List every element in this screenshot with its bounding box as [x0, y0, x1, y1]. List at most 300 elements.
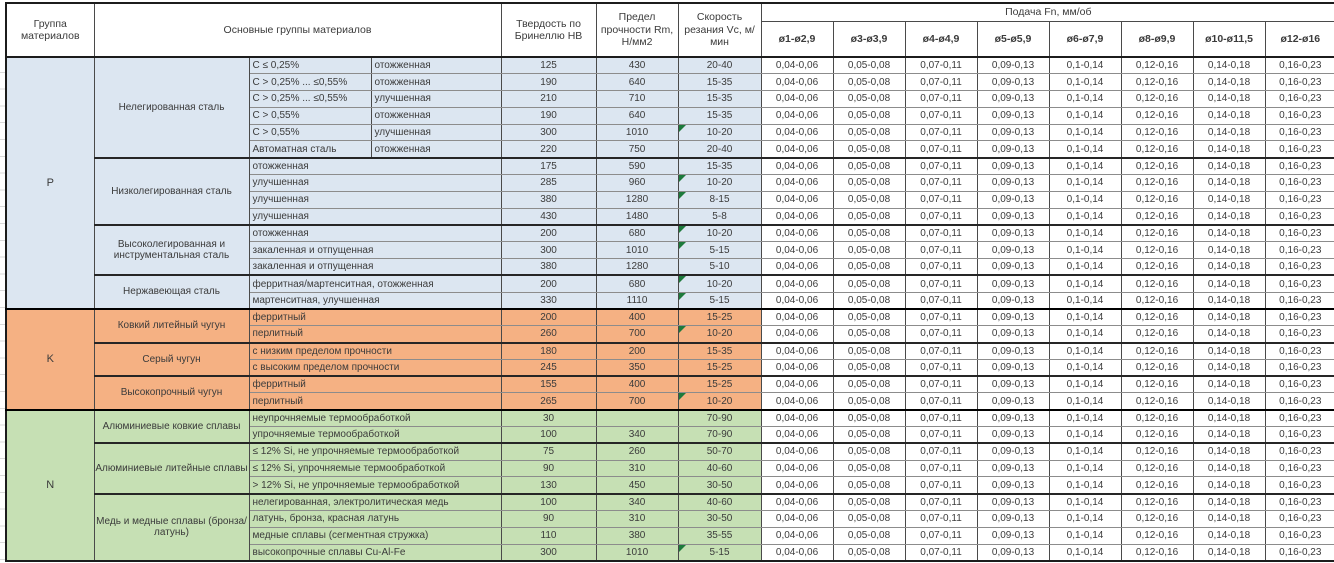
hardness-hb-value: 380 [501, 191, 596, 208]
feed-value: 0,09-0,13 [977, 326, 1049, 343]
material-desc: > 12% Si, не упрочняемые термообработкой [249, 477, 501, 494]
feed-value: 0,12-0,16 [1121, 309, 1193, 326]
strength-rm-value: 400 [596, 309, 678, 326]
feed-value: 0,14-0,18 [1193, 57, 1265, 74]
feed-value: 0,1-0,14 [1049, 343, 1121, 360]
feed-value: 0,1-0,14 [1049, 527, 1121, 544]
feed-value: 0,05-0,08 [833, 460, 905, 477]
feed-value: 0,1-0,14 [1049, 74, 1121, 91]
feed-value: 0,16-0,23 [1265, 494, 1334, 511]
hardness-hb-value: 285 [501, 175, 596, 192]
cutting-speed-vc-value: 15-35 [678, 74, 761, 91]
feed-value: 0,09-0,13 [977, 511, 1049, 528]
feed-value: 0,04-0,06 [761, 460, 833, 477]
feed-value: 0,16-0,23 [1265, 91, 1334, 108]
feed-value: 0,14-0,18 [1193, 460, 1265, 477]
feed-value: 0,16-0,23 [1265, 259, 1334, 276]
feed-value: 0,14-0,18 [1193, 74, 1265, 91]
feed-value: 0,12-0,16 [1121, 191, 1193, 208]
hardness-hb-value: 200 [501, 225, 596, 242]
feed-value: 0,16-0,23 [1265, 443, 1334, 460]
hardness-hb-value: 300 [501, 124, 596, 141]
strength-rm-value: 1280 [596, 191, 678, 208]
subgroup-name: Низколегированная сталь [94, 158, 249, 225]
strength-rm-value: 400 [596, 376, 678, 393]
feed-value: 0,07-0,11 [905, 494, 977, 511]
header-strength: Предел прочности Rm, Н/мм2 [596, 3, 678, 57]
feed-value: 0,12-0,16 [1121, 326, 1193, 343]
feed-value: 0,1-0,14 [1049, 91, 1121, 108]
feed-value: 0,12-0,16 [1121, 242, 1193, 259]
feed-value: 0,04-0,06 [761, 275, 833, 292]
feed-value: 0,12-0,16 [1121, 225, 1193, 242]
material-state: отожженная [371, 57, 501, 74]
feed-value: 0,09-0,13 [977, 208, 1049, 225]
feed-value: 0,07-0,11 [905, 141, 977, 158]
strength-rm-value: 380 [596, 527, 678, 544]
feed-value: 0,05-0,08 [833, 141, 905, 158]
hardness-hb-value: 245 [501, 359, 596, 376]
feed-value: 0,04-0,06 [761, 359, 833, 376]
feed-value: 0,12-0,16 [1121, 107, 1193, 124]
header-feed-col: ø12-ø16 [1265, 21, 1334, 57]
feed-value: 0,1-0,14 [1049, 275, 1121, 292]
feed-value: 0,1-0,14 [1049, 544, 1121, 561]
feed-value: 0,14-0,18 [1193, 191, 1265, 208]
feed-value: 0,07-0,11 [905, 158, 977, 175]
strength-rm-value: 340 [596, 427, 678, 444]
feed-value: 0,14-0,18 [1193, 292, 1265, 309]
header-feed-col: ø6-ø7,9 [1049, 21, 1121, 57]
material-desc: ферритный [249, 376, 501, 393]
feed-value: 0,05-0,08 [833, 158, 905, 175]
feed-value: 0,12-0,16 [1121, 292, 1193, 309]
cutting-speed-vc-value: 8-15 [678, 191, 761, 208]
feed-value: 0,12-0,16 [1121, 393, 1193, 410]
feed-value: 0,07-0,11 [905, 275, 977, 292]
material-state: отожженная [371, 74, 501, 91]
feed-value: 0,1-0,14 [1049, 57, 1121, 74]
hardness-hb-value: 200 [501, 309, 596, 326]
feed-value: 0,16-0,23 [1265, 393, 1334, 410]
feed-value: 0,1-0,14 [1049, 225, 1121, 242]
feed-value: 0,12-0,16 [1121, 343, 1193, 360]
cutting-speed-vc-value: 40-60 [678, 460, 761, 477]
feed-value: 0,14-0,18 [1193, 309, 1265, 326]
material-desc: закаленная и отпущенная [249, 242, 501, 259]
cutting-speed-vc-value: 5-10 [678, 259, 761, 276]
feed-value: 0,05-0,08 [833, 393, 905, 410]
feed-value: 0,12-0,16 [1121, 544, 1193, 561]
feed-value: 0,04-0,06 [761, 292, 833, 309]
material-desc: C > 0,55% [249, 124, 371, 141]
feed-value: 0,12-0,16 [1121, 376, 1193, 393]
feed-value: 0,1-0,14 [1049, 410, 1121, 427]
feed-value: 0,07-0,11 [905, 292, 977, 309]
strength-rm-value: 1010 [596, 544, 678, 561]
feed-value: 0,12-0,16 [1121, 477, 1193, 494]
feed-value: 0,05-0,08 [833, 208, 905, 225]
feed-value: 0,14-0,18 [1193, 410, 1265, 427]
hardness-hb-value: 180 [501, 343, 596, 360]
feed-value: 0,16-0,23 [1265, 460, 1334, 477]
cutting-speed-vc-value: 15-35 [678, 158, 761, 175]
cutting-speed-vc-value: 20-40 [678, 57, 761, 74]
feed-value: 0,05-0,08 [833, 376, 905, 393]
material-desc: ≤ 12% Si, не упрочняемые термообработкой [249, 443, 501, 460]
feed-value: 0,16-0,23 [1265, 292, 1334, 309]
feed-value: 0,04-0,06 [761, 57, 833, 74]
feed-value: 0,04-0,06 [761, 191, 833, 208]
feed-value: 0,14-0,18 [1193, 175, 1265, 192]
feed-value: 0,16-0,23 [1265, 124, 1334, 141]
cutting-speed-vc-value: 15-25 [678, 376, 761, 393]
feed-value: 0,14-0,18 [1193, 343, 1265, 360]
feed-value: 0,07-0,11 [905, 259, 977, 276]
cutting-speed-vc-value: 10-20 [678, 326, 761, 343]
feed-value: 0,05-0,08 [833, 292, 905, 309]
feed-value: 0,16-0,23 [1265, 175, 1334, 192]
feed-value: 0,1-0,14 [1049, 175, 1121, 192]
feed-value: 0,05-0,08 [833, 124, 905, 141]
cutting-speed-vc-value: 10-20 [678, 225, 761, 242]
header-material-group: Группа материалов [6, 3, 94, 57]
feed-value: 0,07-0,11 [905, 511, 977, 528]
feed-value: 0,16-0,23 [1265, 141, 1334, 158]
cutting-speed-vc-value: 20-40 [678, 141, 761, 158]
feed-value: 0,09-0,13 [977, 309, 1049, 326]
feed-value: 0,14-0,18 [1193, 427, 1265, 444]
hardness-hb-value: 200 [501, 275, 596, 292]
hardness-hb-value: 110 [501, 527, 596, 544]
material-desc: упрочняемые термообработкой [249, 427, 501, 444]
feed-value: 0,05-0,08 [833, 544, 905, 561]
cutting-speed-vc-value: 70-90 [678, 410, 761, 427]
feed-value: 0,16-0,23 [1265, 191, 1334, 208]
feed-value: 0,14-0,18 [1193, 158, 1265, 175]
feed-value: 0,16-0,23 [1265, 427, 1334, 444]
feed-value: 0,14-0,18 [1193, 225, 1265, 242]
subgroup-name: Высокопрочный чугун [94, 376, 249, 410]
hardness-hb-value: 125 [501, 57, 596, 74]
feed-value: 0,1-0,14 [1049, 326, 1121, 343]
feed-value: 0,14-0,18 [1193, 376, 1265, 393]
hardness-hb-value: 30 [501, 410, 596, 427]
feed-value: 0,16-0,23 [1265, 527, 1334, 544]
feed-value: 0,05-0,08 [833, 410, 905, 427]
feed-value: 0,12-0,16 [1121, 74, 1193, 91]
feed-value: 0,14-0,18 [1193, 259, 1265, 276]
feed-value: 0,16-0,23 [1265, 477, 1334, 494]
feed-value: 0,16-0,23 [1265, 208, 1334, 225]
feed-value: 0,04-0,06 [761, 225, 833, 242]
feed-value: 0,07-0,11 [905, 107, 977, 124]
feed-value: 0,14-0,18 [1193, 443, 1265, 460]
header-feed-col: ø3-ø3,9 [833, 21, 905, 57]
feed-value: 0,1-0,14 [1049, 259, 1121, 276]
feed-value: 0,05-0,08 [833, 309, 905, 326]
hardness-hb-value: 260 [501, 326, 596, 343]
strength-rm-value: 590 [596, 158, 678, 175]
feed-value: 0,07-0,11 [905, 443, 977, 460]
feed-value: 0,12-0,16 [1121, 359, 1193, 376]
cutting-speed-vc-value: 10-20 [678, 175, 761, 192]
feed-value: 0,04-0,06 [761, 527, 833, 544]
feed-value: 0,14-0,18 [1193, 275, 1265, 292]
feed-value: 0,14-0,18 [1193, 494, 1265, 511]
feed-value: 0,09-0,13 [977, 124, 1049, 141]
feed-value: 0,16-0,23 [1265, 74, 1334, 91]
strength-rm-value: 340 [596, 494, 678, 511]
feed-value: 0,16-0,23 [1265, 410, 1334, 427]
feed-value: 0,12-0,16 [1121, 175, 1193, 192]
feed-value: 0,1-0,14 [1049, 511, 1121, 528]
subgroup-name: Ковкий литейный чугун [94, 309, 249, 343]
material-desc: латунь, бронза, красная латунь [249, 511, 501, 528]
subgroup-name: Высоколегированная и инструментальная сталь [94, 225, 249, 275]
feed-value: 0,09-0,13 [977, 527, 1049, 544]
feed-value: 0,12-0,16 [1121, 460, 1193, 477]
feed-value: 0,1-0,14 [1049, 477, 1121, 494]
material-state: отожженная [371, 107, 501, 124]
feed-value: 0,16-0,23 [1265, 511, 1334, 528]
feed-value: 0,09-0,13 [977, 225, 1049, 242]
hardness-hb-value: 380 [501, 259, 596, 276]
cutting-speed-vc-value: 15-25 [678, 359, 761, 376]
strength-rm-value: 1280 [596, 259, 678, 276]
feed-value: 0,05-0,08 [833, 259, 905, 276]
feed-value: 0,14-0,18 [1193, 242, 1265, 259]
feed-value: 0,04-0,06 [761, 107, 833, 124]
header-feed-col: ø4-ø4,9 [905, 21, 977, 57]
feed-value: 0,04-0,06 [761, 544, 833, 561]
feed-value: 0,04-0,06 [761, 443, 833, 460]
material-state: отожженная [371, 141, 501, 158]
feed-value: 0,1-0,14 [1049, 242, 1121, 259]
hardness-hb-value: 100 [501, 427, 596, 444]
feed-value: 0,14-0,18 [1193, 107, 1265, 124]
feed-value: 0,12-0,16 [1121, 511, 1193, 528]
feed-value: 0,14-0,18 [1193, 208, 1265, 225]
hardness-hb-value: 155 [501, 376, 596, 393]
feed-value: 0,09-0,13 [977, 158, 1049, 175]
strength-rm-value: 1480 [596, 208, 678, 225]
strength-rm-value [596, 410, 678, 427]
cutting-speed-vc-value: 5-15 [678, 544, 761, 561]
feed-value: 0,1-0,14 [1049, 427, 1121, 444]
feed-value: 0,1-0,14 [1049, 158, 1121, 175]
material-desc: ≤ 12% Si, упрочняемые термообработкой [249, 460, 501, 477]
strength-rm-value: 680 [596, 225, 678, 242]
feed-value: 0,14-0,18 [1193, 91, 1265, 108]
material-desc: улучшенная [249, 191, 501, 208]
strength-rm-value: 700 [596, 393, 678, 410]
hardness-hb-value: 265 [501, 393, 596, 410]
feed-value: 0,07-0,11 [905, 57, 977, 74]
subgroup-name: Алюминиевые ковкие сплавы [94, 410, 249, 444]
material-desc: отожженная [249, 225, 501, 242]
feed-value: 0,16-0,23 [1265, 343, 1334, 360]
feed-value: 0,14-0,18 [1193, 477, 1265, 494]
strength-rm-value: 200 [596, 343, 678, 360]
feed-value: 0,1-0,14 [1049, 124, 1121, 141]
feed-value: 0,09-0,13 [977, 141, 1049, 158]
feed-value: 0,14-0,18 [1193, 511, 1265, 528]
feed-value: 0,09-0,13 [977, 460, 1049, 477]
header-feed-col: ø1-ø2,9 [761, 21, 833, 57]
feed-value: 0,05-0,08 [833, 57, 905, 74]
feed-value: 0,12-0,16 [1121, 259, 1193, 276]
feed-value: 0,05-0,08 [833, 527, 905, 544]
feed-value: 0,1-0,14 [1049, 107, 1121, 124]
feed-value: 0,1-0,14 [1049, 141, 1121, 158]
feed-value: 0,04-0,06 [761, 343, 833, 360]
cutting-speed-vc-value: 15-25 [678, 309, 761, 326]
material-desc: C > 0,25% ... ≤0,55% [249, 91, 371, 108]
feed-value: 0,1-0,14 [1049, 494, 1121, 511]
header-feed-col: ø5-ø5,9 [977, 21, 1049, 57]
strength-rm-value: 960 [596, 175, 678, 192]
feed-value: 0,04-0,06 [761, 326, 833, 343]
feed-value: 0,09-0,13 [977, 359, 1049, 376]
feed-value: 0,14-0,18 [1193, 141, 1265, 158]
feed-value: 0,09-0,13 [977, 259, 1049, 276]
material-desc: перлитный [249, 326, 501, 343]
feed-value: 0,04-0,06 [761, 393, 833, 410]
feed-value: 0,04-0,06 [761, 477, 833, 494]
strength-rm-value: 750 [596, 141, 678, 158]
feed-value: 0,05-0,08 [833, 326, 905, 343]
hardness-hb-value: 90 [501, 460, 596, 477]
feed-value: 0,07-0,11 [905, 208, 977, 225]
material-desc: закаленная и отпущенная [249, 259, 501, 276]
hardness-hb-value: 100 [501, 494, 596, 511]
feed-value: 0,16-0,23 [1265, 57, 1334, 74]
feed-value: 0,12-0,16 [1121, 427, 1193, 444]
cutting-speed-vc-value: 10-20 [678, 275, 761, 292]
feed-value: 0,12-0,16 [1121, 275, 1193, 292]
feed-value: 0,1-0,14 [1049, 191, 1121, 208]
feed-value: 0,05-0,08 [833, 242, 905, 259]
hardness-hb-value: 175 [501, 158, 596, 175]
subgroup-name: Нержавеющая сталь [94, 275, 249, 309]
cutting-speed-vc-value: 5-15 [678, 292, 761, 309]
cutting-speed-vc-value: 10-20 [678, 124, 761, 141]
feed-value: 0,1-0,14 [1049, 208, 1121, 225]
feed-value: 0,05-0,08 [833, 477, 905, 494]
subgroup-name: Алюминиевые литейные сплавы [94, 443, 249, 493]
feed-value: 0,04-0,06 [761, 242, 833, 259]
feed-value: 0,05-0,08 [833, 343, 905, 360]
feed-value: 0,1-0,14 [1049, 443, 1121, 460]
subgroup-name: Серый чугун [94, 343, 249, 377]
feed-value: 0,04-0,06 [761, 158, 833, 175]
feed-value: 0,04-0,06 [761, 124, 833, 141]
subgroup-name: Медь и медные сплавы (бронза/латунь) [94, 494, 249, 561]
feed-value: 0,07-0,11 [905, 74, 977, 91]
material-desc: C > 0,55% [249, 107, 371, 124]
feed-value: 0,09-0,13 [977, 292, 1049, 309]
feed-value: 0,07-0,11 [905, 309, 977, 326]
feed-value: 0,07-0,11 [905, 359, 977, 376]
feed-value: 0,14-0,18 [1193, 326, 1265, 343]
feed-value: 0,07-0,11 [905, 225, 977, 242]
feed-value: 0,07-0,11 [905, 544, 977, 561]
feed-value: 0,12-0,16 [1121, 91, 1193, 108]
material-state: улучшенная [371, 91, 501, 108]
feed-value: 0,09-0,13 [977, 443, 1049, 460]
strength-rm-value: 640 [596, 107, 678, 124]
strength-rm-value: 710 [596, 91, 678, 108]
hardness-hb-value: 190 [501, 74, 596, 91]
feed-value: 0,05-0,08 [833, 511, 905, 528]
hardness-hb-value: 130 [501, 477, 596, 494]
cutting-speed-vc-value: 70-90 [678, 427, 761, 444]
subgroup-name: Нелегированная сталь [94, 57, 249, 158]
cutting-speed-vc-value: 40-60 [678, 494, 761, 511]
feed-value: 0,1-0,14 [1049, 393, 1121, 410]
feed-value: 0,09-0,13 [977, 494, 1049, 511]
feed-value: 0,05-0,08 [833, 443, 905, 460]
feed-value: 0,07-0,11 [905, 393, 977, 410]
feed-value: 0,12-0,16 [1121, 141, 1193, 158]
feed-value: 0,09-0,13 [977, 107, 1049, 124]
material-desc: перлитный [249, 393, 501, 410]
strength-rm-value: 260 [596, 443, 678, 460]
header-feed-col: ø8-ø9,9 [1121, 21, 1193, 57]
strength-rm-value: 1010 [596, 242, 678, 259]
feed-value: 0,04-0,06 [761, 175, 833, 192]
cutting-speed-vc-value: 30-50 [678, 511, 761, 528]
feed-value: 0,09-0,13 [977, 242, 1049, 259]
feed-value: 0,04-0,06 [761, 494, 833, 511]
feed-value: 0,16-0,23 [1265, 359, 1334, 376]
hardness-hb-value: 430 [501, 208, 596, 225]
feed-value: 0,09-0,13 [977, 275, 1049, 292]
feed-value: 0,07-0,11 [905, 191, 977, 208]
feed-value: 0,04-0,06 [761, 376, 833, 393]
feed-value: 0,09-0,13 [977, 191, 1049, 208]
feed-value: 0,12-0,16 [1121, 208, 1193, 225]
hardness-hb-value: 190 [501, 107, 596, 124]
feed-value: 0,09-0,13 [977, 74, 1049, 91]
hardness-hb-value: 75 [501, 443, 596, 460]
strength-rm-value: 1110 [596, 292, 678, 309]
hardness-hb-value: 210 [501, 91, 596, 108]
feed-value: 0,04-0,06 [761, 410, 833, 427]
feed-value: 0,14-0,18 [1193, 544, 1265, 561]
feed-value: 0,04-0,06 [761, 309, 833, 326]
feed-value: 0,1-0,14 [1049, 309, 1121, 326]
feed-value: 0,16-0,23 [1265, 107, 1334, 124]
feed-value: 0,04-0,06 [761, 141, 833, 158]
cutting-speed-vc-value: 50-70 [678, 443, 761, 460]
feed-value: 0,09-0,13 [977, 343, 1049, 360]
material-desc: улучшенная [249, 208, 501, 225]
hardness-hb-value: 90 [501, 511, 596, 528]
feed-value: 0,07-0,11 [905, 460, 977, 477]
feed-value: 0,16-0,23 [1265, 326, 1334, 343]
group-letter: P [6, 57, 94, 309]
strength-rm-value: 640 [596, 74, 678, 91]
feed-value: 0,05-0,08 [833, 74, 905, 91]
feed-value: 0,09-0,13 [977, 477, 1049, 494]
hardness-hb-value: 300 [501, 242, 596, 259]
feed-value: 0,05-0,08 [833, 275, 905, 292]
strength-rm-value: 700 [596, 326, 678, 343]
cutting-speed-vc-value: 35-55 [678, 527, 761, 544]
strength-rm-value: 350 [596, 359, 678, 376]
